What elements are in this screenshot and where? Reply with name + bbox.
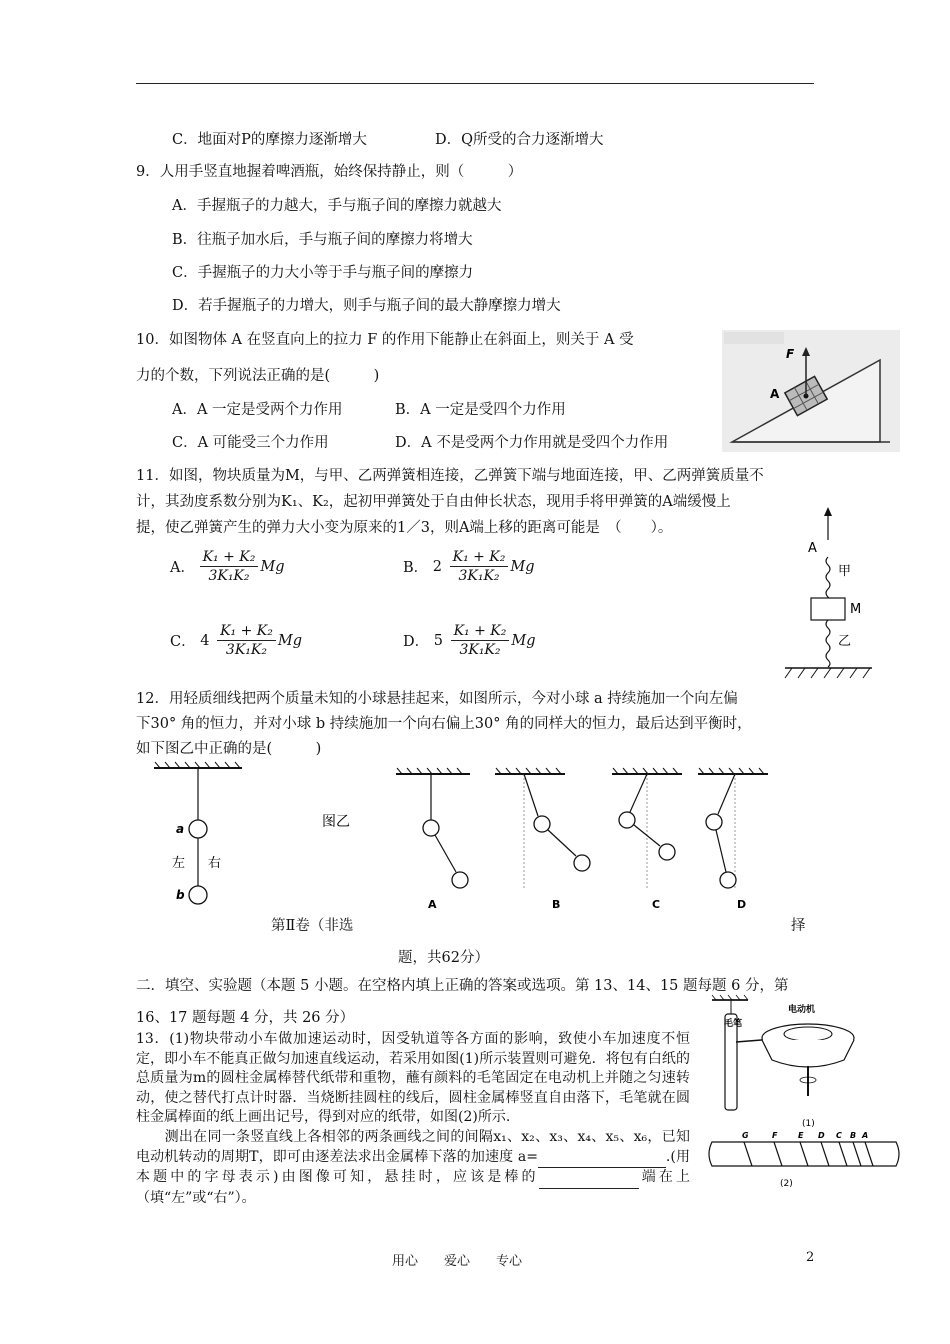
q11-option-c-label: C．	[170, 634, 196, 650]
q13-blank-acceleration[interactable]	[538, 1148, 666, 1169]
part2-title-b: 择	[791, 918, 806, 934]
q13-fig1-label: (1)	[802, 1119, 815, 1129]
q11-option-a	[170, 548, 285, 585]
q9-option-b: B．往瓶子加水后，手与瓶子间的摩擦力将增大	[172, 232, 473, 248]
q9-option-d: D．若手握瓶子的力增大，则手与瓶子间的最大静摩擦力增大	[172, 298, 561, 314]
q11-spring-figure	[780, 505, 880, 690]
q11-fig-label-m: M	[850, 602, 862, 617]
q10-stem-line2: 力的个数，下列说法正确的是( )	[136, 368, 380, 384]
q13-strip-label-e: E	[798, 1131, 804, 1140]
q10-fig-label-f: F	[786, 347, 795, 361]
q11-option-b-label: B．	[403, 560, 429, 576]
page-number: 2	[806, 1250, 815, 1265]
footer-center: 用心 爱心 专心	[392, 1254, 523, 1269]
q13-apparatus-figure	[700, 994, 905, 1204]
q12-option-d-label: D	[737, 898, 747, 911]
q13-text-part-a: 测出在同一条竖直线上各相邻的两条画线之间的间隔x₁、x₂、x₃、x₄、x₅、x₆，已知电动机转动的周期T，即可由逐差法求出金属棒下落的加速度 a=	[136, 1129, 690, 1165]
q13-paragraph-1: 13．(1)物块带动小车做加速运动时，因受轨道等各方面的影响，致使小车加速度不恒定，即小车不能真正做匀加速直线运动，若采用如图(1)所示装置则可避免．将包有白纸的总质量为m的圆柱金属棒替代纸带和重物，蘸有颜料的毛笔固定在电动机上并随之匀速转动，使之替代打点计时器．当烧断挂圆柱的线后，圆柱金属棒竖直自由落下，毛笔就在圆柱金属棒面的纸上画出记号，得到对应的纸带，如图(2)所示.	[136, 1031, 690, 1125]
q12-option-a-label: A	[428, 898, 437, 911]
q10-fig-label-a: A	[770, 387, 780, 401]
q13-strip-label-f: F	[772, 1131, 778, 1140]
q11-fraction	[217, 622, 276, 659]
q9-option-a: A．手握瓶子的力越大，手与瓶子间的摩擦力就越大	[172, 198, 502, 214]
q12-line2: 下30° 角的恒力，并对小球 b 持续施加一个向右偏上30° 角的同样大的恒力，最后达到平衡时，	[136, 716, 752, 732]
q11-mg: Mg	[511, 632, 536, 649]
q12-option-a-figure	[396, 768, 470, 911]
q12-fig-label: 图乙	[322, 814, 350, 830]
q10-option-b: B．A 一定是受四个力作用	[395, 402, 566, 418]
q11-line3: 提，使乙弹簧产生的弹力大小变为原来的1／3，则A端上移的距离可能是 （ ）。	[136, 520, 673, 536]
section2-line2: 16、17 题每题 4 分，共 26 分）	[136, 1010, 355, 1026]
q12-label-b: b	[176, 888, 185, 902]
q11-fig-label-yi: 乙	[838, 634, 852, 649]
q11-line1: 11．如图，物块质量为M，与甲、乙两弹簧相连接，乙弹簧下端与地面连接，甲、乙两弹簧质量不	[136, 468, 764, 484]
q12-figure-original	[154, 762, 242, 904]
q13-fig2-label: (2)	[780, 1179, 793, 1189]
q11-mg: Mg	[510, 558, 535, 575]
q12-pendulum-figures	[150, 760, 790, 915]
q11-fraction	[451, 622, 510, 659]
q13-paragraph-2	[136, 1128, 690, 1208]
q8-option-c: C．地面对P的摩擦力逐渐增大	[172, 132, 367, 148]
q11-line2: 计，其劲度系数分别为K₁、K₂，起初甲弹簧处于自由伸长状态，现用手将甲弹簧的A端缓慢上	[136, 494, 731, 510]
q12-option-d-figure	[698, 768, 768, 911]
part2-title-c: 题，共62分）	[398, 950, 489, 966]
q11-fraction	[200, 548, 259, 585]
q12-label-a: a	[176, 822, 185, 836]
q12-option-b-label: B	[552, 898, 561, 911]
q11-option-b	[403, 548, 535, 585]
q11-option-c	[170, 622, 302, 659]
q12-line3: 如下图乙中正确的是( )	[136, 741, 322, 757]
section2-line1: 二．填空、实验题（本题 5 小题。在空格内填上正确的答案或选项。第 13、14、15 题每题 6 分，第	[136, 978, 789, 994]
q12-label-left: 左	[172, 856, 186, 871]
q11-fraction-numerator: K₁ + K₂	[217, 622, 276, 641]
q11-fraction-denominator: 3K₁K₂	[459, 642, 501, 658]
q12-label-right: 右	[208, 856, 222, 871]
q13-strip-figure	[709, 1131, 899, 1189]
q13-text-part-c: 端在上（填“左”或“右”）。	[136, 1169, 691, 1206]
q11-fraction-numerator: K₁ + K₂	[200, 548, 259, 567]
header-rule	[136, 83, 814, 84]
q11-fraction-denominator: 3K₁K₂	[458, 568, 500, 584]
q11-block-m	[811, 598, 845, 620]
q11-option-d-coef: 5	[433, 632, 443, 649]
q11-fig-label-jia: 甲	[838, 564, 852, 579]
q13-strip-label-d: D	[818, 1131, 825, 1140]
q11-mg: Mg	[277, 632, 302, 649]
q13-fig-label-motor: 电动机	[788, 1005, 816, 1015]
q13-strip-label-b: B	[850, 1131, 857, 1140]
q13-text-part-b: .(用本题中的字母表示)由图像可知，悬挂时，应该是棒的	[136, 1148, 690, 1185]
q13-fig-label-pen: 毛笔	[724, 1019, 743, 1029]
q13-strip-label-a: A	[862, 1131, 869, 1140]
q12-option-b-figure	[495, 768, 590, 911]
q11-spring-jia	[826, 557, 830, 603]
q11-fraction-numerator: K₁ + K₂	[451, 622, 510, 641]
q12-line1: 12．用轻质细线把两个质量未知的小球悬挂起来，如图所示，今对小球 a 持续施加一个向左偏	[136, 691, 738, 707]
q8-option-d: D．Q所受的合力逐渐增大	[435, 132, 604, 148]
part2-title-a: 第Ⅱ卷（非选	[271, 918, 354, 934]
q10-option-d: D．A 不是受两个力作用就是受四个力作用	[395, 435, 669, 451]
q11-spring-yi	[826, 620, 830, 667]
q11-fraction	[450, 548, 509, 585]
q11-option-a-label: A．	[170, 560, 195, 576]
q9-stem: 9．人用手竖直地握着啤酒瓶，始终保持静止，则（ ）	[136, 164, 523, 180]
q13-strip-label-g: G	[742, 1131, 749, 1140]
q10-stem-line1: 10．如图物体 A 在竖直向上的拉力 F 的作用下能静止在斜面上，则关于 A 受	[136, 332, 634, 348]
q11-mg: Mg	[260, 558, 285, 575]
q11-fraction-denominator: 3K₁K₂	[208, 568, 250, 584]
q10-option-a: A．A 一定是受两个力作用	[172, 402, 343, 418]
q11-fraction-numerator: K₁ + K₂	[450, 548, 509, 567]
q10-incline-figure	[722, 330, 900, 452]
q12-option-c-figure	[612, 768, 682, 911]
q12-option-c-label: C	[652, 898, 661, 911]
q10-option-c: C．A 可能受三个力作用	[172, 435, 329, 451]
q11-fraction-denominator: 3K₁K₂	[225, 642, 267, 658]
q13-strip-label-c: C	[836, 1131, 842, 1140]
q11-option-d-label: D．	[403, 634, 430, 650]
q11-option-b-coef: 2	[432, 558, 442, 575]
q13-blank-end[interactable]	[539, 1168, 639, 1189]
q11-option-c-coef: 4	[200, 632, 210, 649]
q9-option-c: C．手握瓶子的力大小等于手与瓶子间的摩擦力	[172, 265, 474, 281]
q11-option-d	[403, 622, 536, 659]
q11-fig-label-a: A	[808, 541, 817, 556]
